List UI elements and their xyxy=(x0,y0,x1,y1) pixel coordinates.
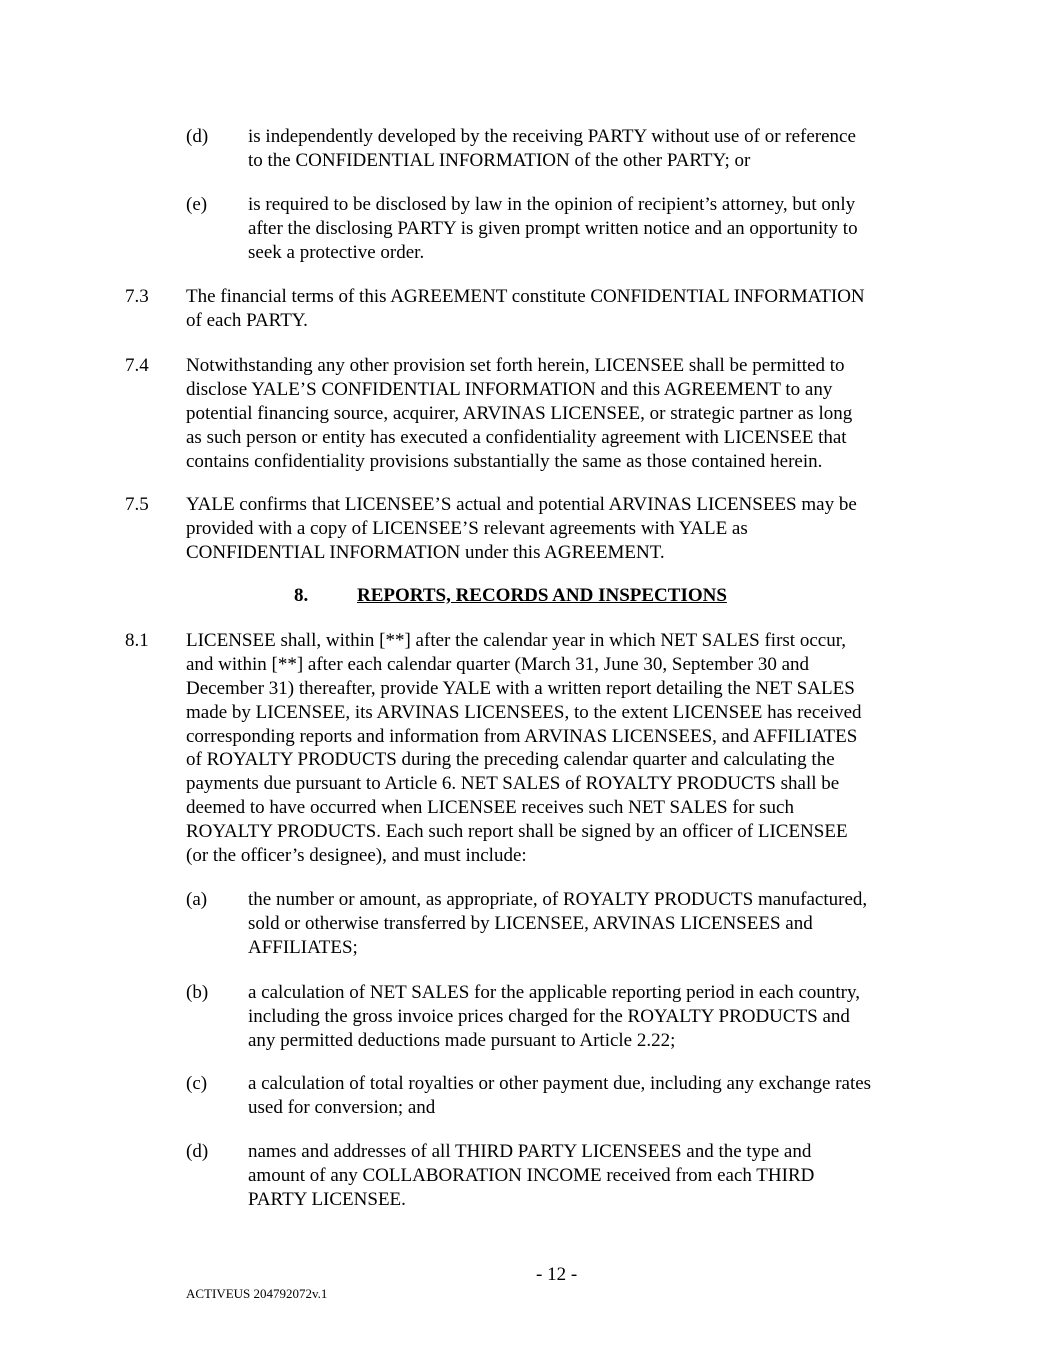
paragraph-text xyxy=(248,1072,871,1120)
clause-label: (e) xyxy=(186,194,208,215)
text-line: is required to be disclosed by law in the opinion of recipient’s attorney, but only xyxy=(248,194,856,215)
text-line: including the gross invoice prices charged for the ROYALTY PRODUCTS and xyxy=(248,1005,850,1027)
text-line: sold or otherwise transferred by LICENSEE, ARVINAS LICENSEES and xyxy=(248,912,813,934)
text-line: a calculation of NET SALES for the applicable reporting period in each country, xyxy=(248,982,861,1003)
clause-label: (c) xyxy=(186,1073,208,1094)
text-line: the number or amount, as appropriate, of ROYALTY PRODUCTS manufactured, xyxy=(248,889,868,910)
text-line: deemed to have occurred when LICENSEE receives such NET SALES for such xyxy=(186,797,794,819)
text-line: December 31) thereafter, provide YALE with a written report detailing the NET SALES xyxy=(186,677,855,699)
paragraph-text xyxy=(248,193,858,265)
paragraph-text xyxy=(186,629,862,868)
text-line: is independently developed by the receiving PARTY without use of or reference xyxy=(248,126,856,147)
section-label: 7.4 xyxy=(125,355,149,376)
text-line: CONFIDENTIAL INFORMATION under this AGREEMENT. xyxy=(186,541,665,563)
section-label: 8.1 xyxy=(125,630,149,651)
text-line: Notwithstanding any other provision set forth herein, LICENSEE shall be permitted to xyxy=(186,355,845,376)
clause-label: (d) xyxy=(186,126,209,147)
text-line: contains confidentiality provisions substantially the same as those contained herein. xyxy=(186,450,823,472)
text-line: and within [**] after each calendar quarter (March 31, June 30, September 30 and xyxy=(186,653,810,675)
text-line: as such person or entity has executed a confidentiality agreement with LICENSEE that xyxy=(186,426,847,448)
document-footer: ACTIVEUS 204792072v.1 xyxy=(186,1286,328,1301)
paragraph-text xyxy=(186,285,865,333)
text-line: (or the officer’s designee), and must include: xyxy=(186,845,527,867)
section-label: 7.3 xyxy=(125,286,149,307)
text-line: AFFILIATES; xyxy=(248,936,358,958)
clause-label: (a) xyxy=(186,889,208,910)
heading-title: REPORTS, RECORDS AND INSPECTIONS xyxy=(357,585,727,606)
page-number: - 12 - xyxy=(536,1264,578,1285)
clause-label: (b) xyxy=(186,982,209,1003)
text-line: YALE confirms that LICENSEE’S actual and potential ARVINAS LICENSEES may be xyxy=(186,494,857,515)
text-line: any permitted deductions made pursuant to Article 2.22; xyxy=(248,1029,676,1051)
text-line: LICENSEE shall, within [**] after the calendar year in which NET SALES first occur, xyxy=(186,630,847,651)
text-line: The financial terms of this AGREEMENT constitute CONFIDENTIAL INFORMATION xyxy=(186,286,865,307)
text-line: names and addresses of all THIRD PARTY LICENSEES and the type and xyxy=(248,1141,812,1162)
text-line: a calculation of total royalties or other payment due, including any exchange rates xyxy=(248,1073,872,1094)
text-line: of each PARTY. xyxy=(186,309,308,331)
text-line: amount of any COLLABORATION INCOME received from each THIRD xyxy=(248,1164,815,1186)
paragraph-text xyxy=(186,354,852,473)
text-line: after the disclosing PARTY is given prompt written notice and an opportunity to xyxy=(248,217,858,239)
text-line: of ROYALTY PRODUCTS during the preceding calendar quarter and calculating the xyxy=(186,749,835,771)
paragraph-text xyxy=(248,888,867,960)
text-line: used for conversion; and xyxy=(248,1096,436,1118)
text-line: ROYALTY PRODUCTS. Each such report shall be signed by an officer of LICENSEE xyxy=(186,821,848,843)
text-line: disclose YALE’S CONFIDENTIAL INFORMATION and this AGREEMENT to any xyxy=(186,378,833,400)
section-label: 7.5 xyxy=(125,494,149,515)
text-line: provided with a copy of LICENSEE’S relevant agreements with YALE as xyxy=(186,517,748,539)
heading-number: 8. xyxy=(294,585,309,606)
text-line: to the CONFIDENTIAL INFORMATION of the other PARTY; or xyxy=(248,149,751,171)
paragraph-text xyxy=(248,981,860,1053)
paragraph-text xyxy=(248,1140,814,1212)
text-line: payments due pursuant to Article 6. NET SALES of ROYALTY PRODUCTS shall be xyxy=(186,773,840,795)
clause-label: (d) xyxy=(186,1141,209,1162)
paragraph-text xyxy=(186,493,857,565)
text-line: corresponding reports and information from ARVINAS LICENSEES, and AFFILIATES xyxy=(186,725,858,747)
text-line: potential financing source, acquirer, ARVINAS LICENSEE, or strategic partner as long xyxy=(186,402,853,424)
text-line: made by LICENSEE, its ARVINAS LICENSEES, to the extent LICENSEE has received xyxy=(186,701,862,723)
text-line: seek a protective order. xyxy=(248,241,425,263)
text-line: PARTY LICENSEE. xyxy=(248,1188,406,1210)
paragraph-text xyxy=(248,125,856,173)
